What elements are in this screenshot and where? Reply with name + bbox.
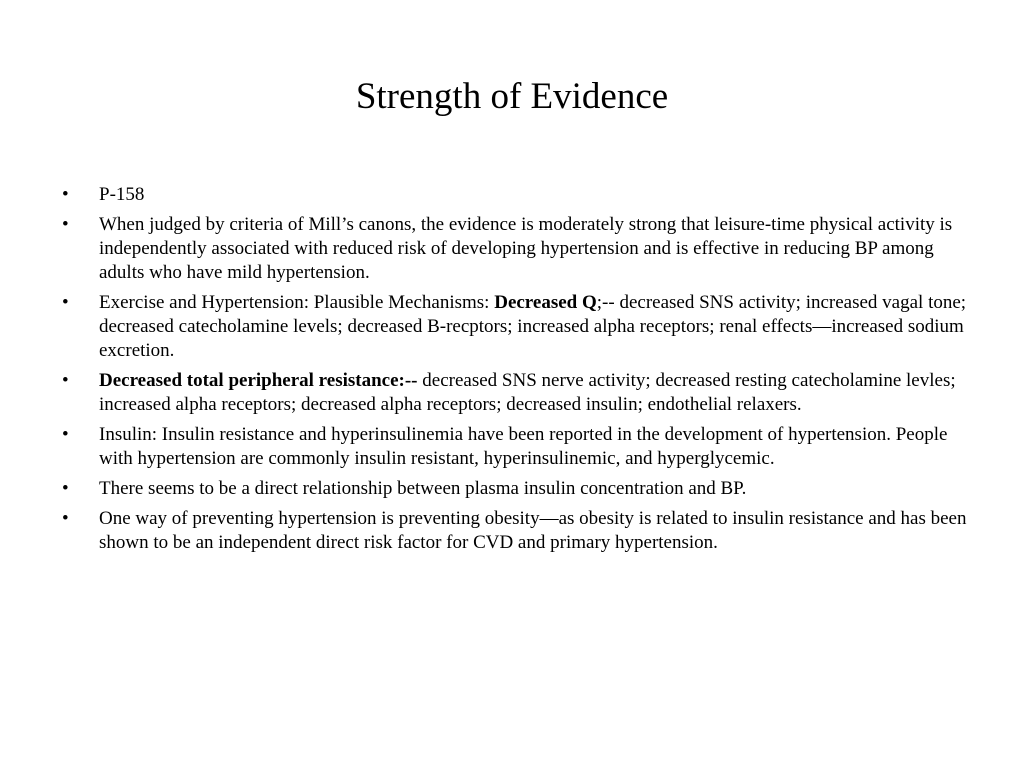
bullet-icon: • — [62, 370, 69, 391]
bullet-icon: • — [62, 184, 69, 205]
bullet-text: There seems to be a direct relationship between plasma insulin concentration and BP. — [99, 478, 747, 499]
bullet-text: One way of preventing hypertension is preventing obesity—as obesity is related to insulin resistance and has been shown to be an independent direct risk factor for CVD and primary hypertension. — [99, 508, 967, 553]
bullet-item-p158 — [62, 183, 972, 207]
bullet-item-peripheral-resistance — [62, 369, 972, 417]
slide-title: Strength of Evidence — [355, 76, 669, 117]
bullet-item-plausible-mechanisms — [62, 291, 972, 363]
bullet-item-obesity — [62, 507, 972, 555]
bullet-item-mills-canons — [62, 213, 972, 285]
bullet-text-intro: Exercise and Hypertension: Plausible Mechanisms: — [99, 292, 495, 313]
bullet-icon: • — [62, 508, 69, 529]
bullet-text-rest: ;-- decreased SNS activity; increased vagal tone; decreased catecholamine levels; decreased B-recptors; increased alpha receptors; renal effects—increased sodium excretion. — [99, 292, 967, 361]
bullet-text: When judged by criteria of Mill’s canons, the evidence is moderately strong that leisure-time physical activity is independently associated with reduced risk of developing hypertension and is effective in reducing BP among adults who have mild hypertension. — [99, 214, 953, 283]
bullet-icon: • — [62, 424, 69, 445]
bullet-item-plasma-insulin — [62, 477, 972, 501]
bullet-list — [62, 183, 972, 561]
bullet-text-bold: Decreased total peripheral resistance:-- — [99, 370, 418, 391]
bullet-text: Insulin: Insulin resistance and hyperinsulinemia have been reported in the development of hypertension. People with hypertension are commonly insulin resistant, hyperinsulinemic, and hyperglycemic. — [99, 424, 948, 469]
bullet-icon: • — [62, 478, 69, 499]
bullet-item-insulin — [62, 423, 972, 471]
bullet-text: P-158 — [99, 184, 145, 205]
bullet-text-rest: decreased SNS nerve activity; decreased resting catecholamine levles; increased alpha receptors; decreased alpha receptors; decreased insulin; endothelial relaxers. — [99, 370, 956, 415]
bullet-text-bold: Decreased Q — [494, 292, 597, 313]
bullet-icon: • — [62, 214, 69, 235]
bullet-icon: • — [62, 292, 69, 313]
